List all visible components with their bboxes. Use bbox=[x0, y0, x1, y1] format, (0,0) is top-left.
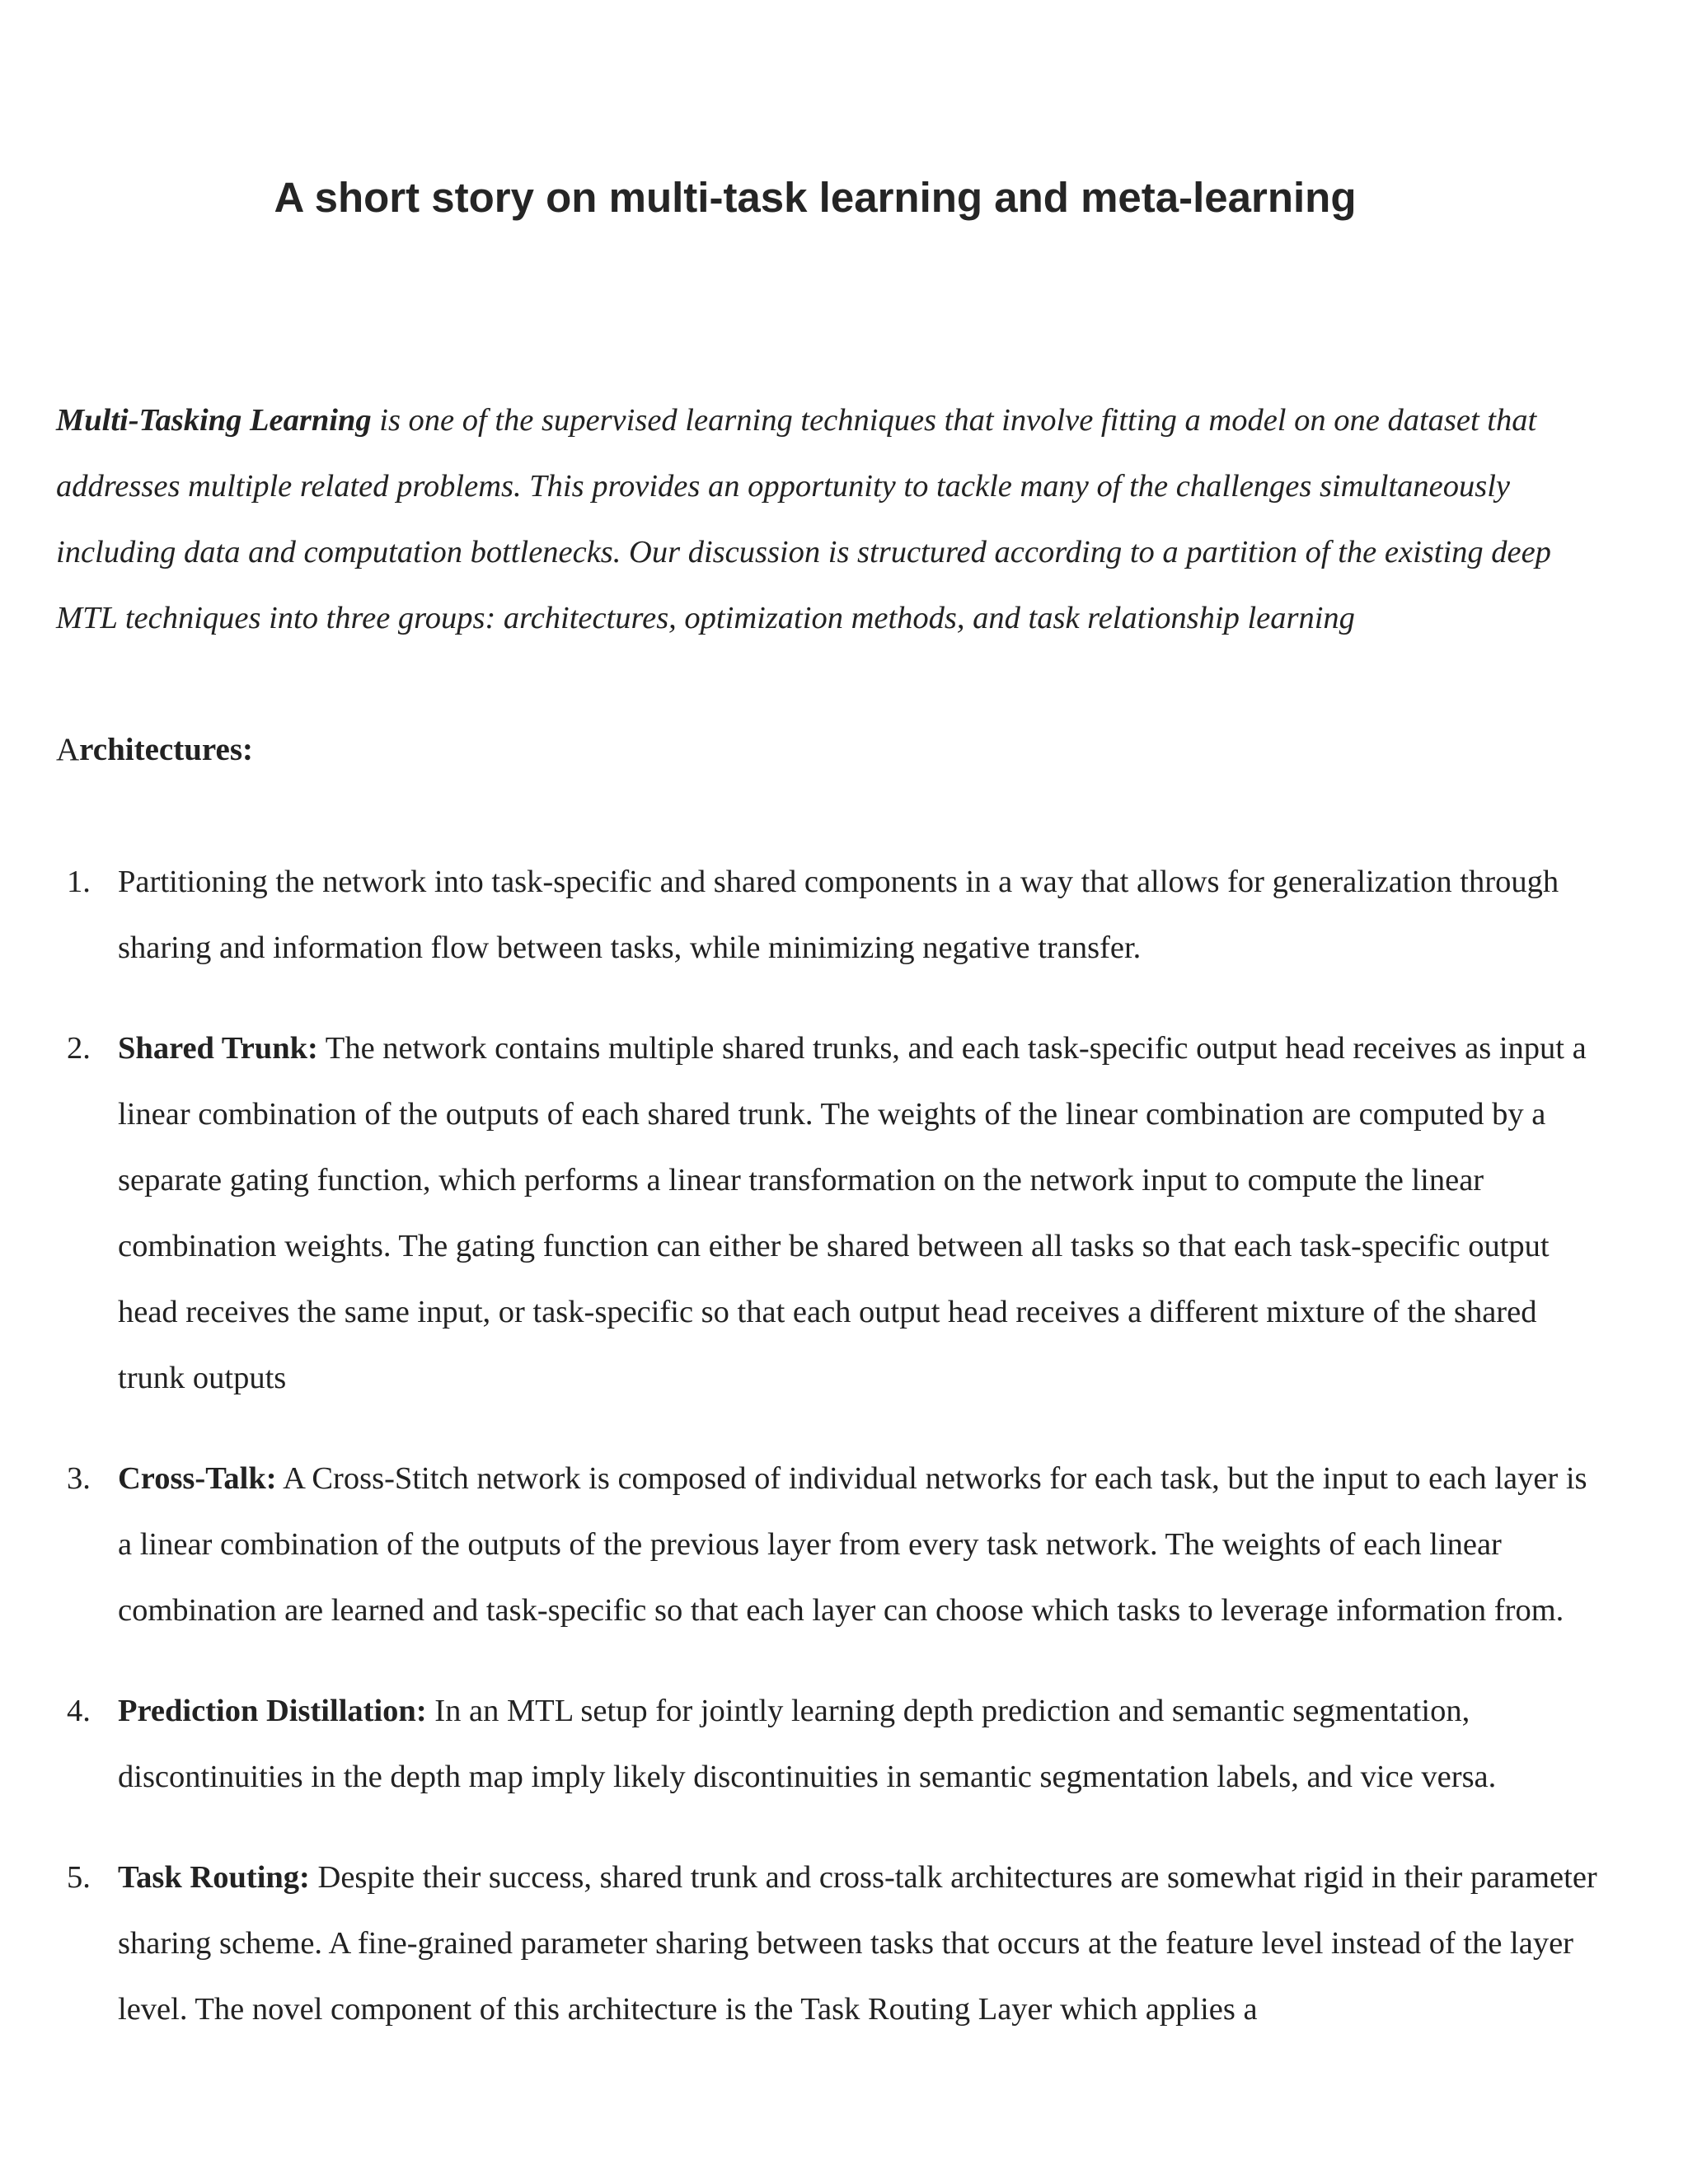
list-item-text: The network contains multiple shared trunks, and each task-specific output head receives as input a linear combination of the outputs of each shared trunk. The weights of the linear combination are computed by a separate gating function, which performs a linear transformation on the network input to compute the linear combination weights. The gating function can either be shared between all tasks so that each task-specific output head receives the same input, or task-specific so that each output head receives a different mixture of the shared trunk outputs bbox=[118, 1031, 1587, 1395]
list-item-text: Despite their success, shared trunk and cross-talk architectures are somewhat rigid in their parameter sharing scheme. A fine-grained parameter sharing between tasks that occurs at the feature level instead of the layer level. The novel component of this architecture is the Task Routing Layer which applies a bbox=[118, 1860, 1597, 2027]
list-item bbox=[56, 1678, 1606, 1810]
section-heading-rest: rchitectures: bbox=[79, 732, 253, 767]
list-item-text: A Cross-Stitch network is composed of individual networks for each task, but the input to each layer is a linear combination of the outputs of the previous layer from every task network. The weights of each linear combination are learned and task-specific so that each layer can choose which tasks to leverage information from. bbox=[118, 1461, 1587, 1628]
list-item-number: 5. bbox=[67, 1860, 91, 1895]
list-item-term: Prediction Distillation: bbox=[118, 1694, 427, 1728]
list-item-term: Task Routing: bbox=[118, 1860, 310, 1895]
intro-term: Multi-Tasking Learning bbox=[56, 403, 372, 438]
list-item-number: 3. bbox=[67, 1461, 91, 1496]
intro-text: is one of the supervised learning techniques that involve fitting a model on one dataset that addresses multiple related problems. This provides an opportunity to tackle many of the challenges simultaneously including data and computation bottlenecks. Our discussion is structured according to a partition of the existing deep MTL techniques into three groups: architectures, optimization methods, and task relationship learning bbox=[56, 403, 1551, 635]
architectures-list bbox=[56, 849, 1606, 2077]
list-item-number: 1. bbox=[67, 865, 91, 899]
section-heading-architectures bbox=[56, 717, 253, 783]
list-item-number: 4. bbox=[67, 1694, 91, 1728]
section-heading-initial: A bbox=[56, 732, 80, 767]
list-item-number: 2. bbox=[67, 1031, 91, 1066]
document-title: A short story on multi-task learning and meta-learning bbox=[274, 174, 1357, 221]
list-item bbox=[56, 1844, 1606, 2042]
list-item-text: Partitioning the network into task-specific and shared components in a way that allows for generalization through sharing and information flow between tasks, while minimizing negative transfer. bbox=[118, 865, 1559, 965]
list-item-term: Shared Trunk: bbox=[118, 1031, 318, 1066]
intro-paragraph bbox=[56, 387, 1606, 651]
list-item bbox=[56, 849, 1606, 981]
list-item-term: Cross-Talk: bbox=[118, 1461, 277, 1496]
list-item-text: In an MTL setup for jointly learning depth prediction and semantic segmentation, discontinuities in the depth map imply likely discontinuities in semantic segmentation labels, and vice versa. bbox=[118, 1694, 1497, 1794]
list-item bbox=[56, 1446, 1606, 1643]
list-item bbox=[56, 1015, 1606, 1411]
